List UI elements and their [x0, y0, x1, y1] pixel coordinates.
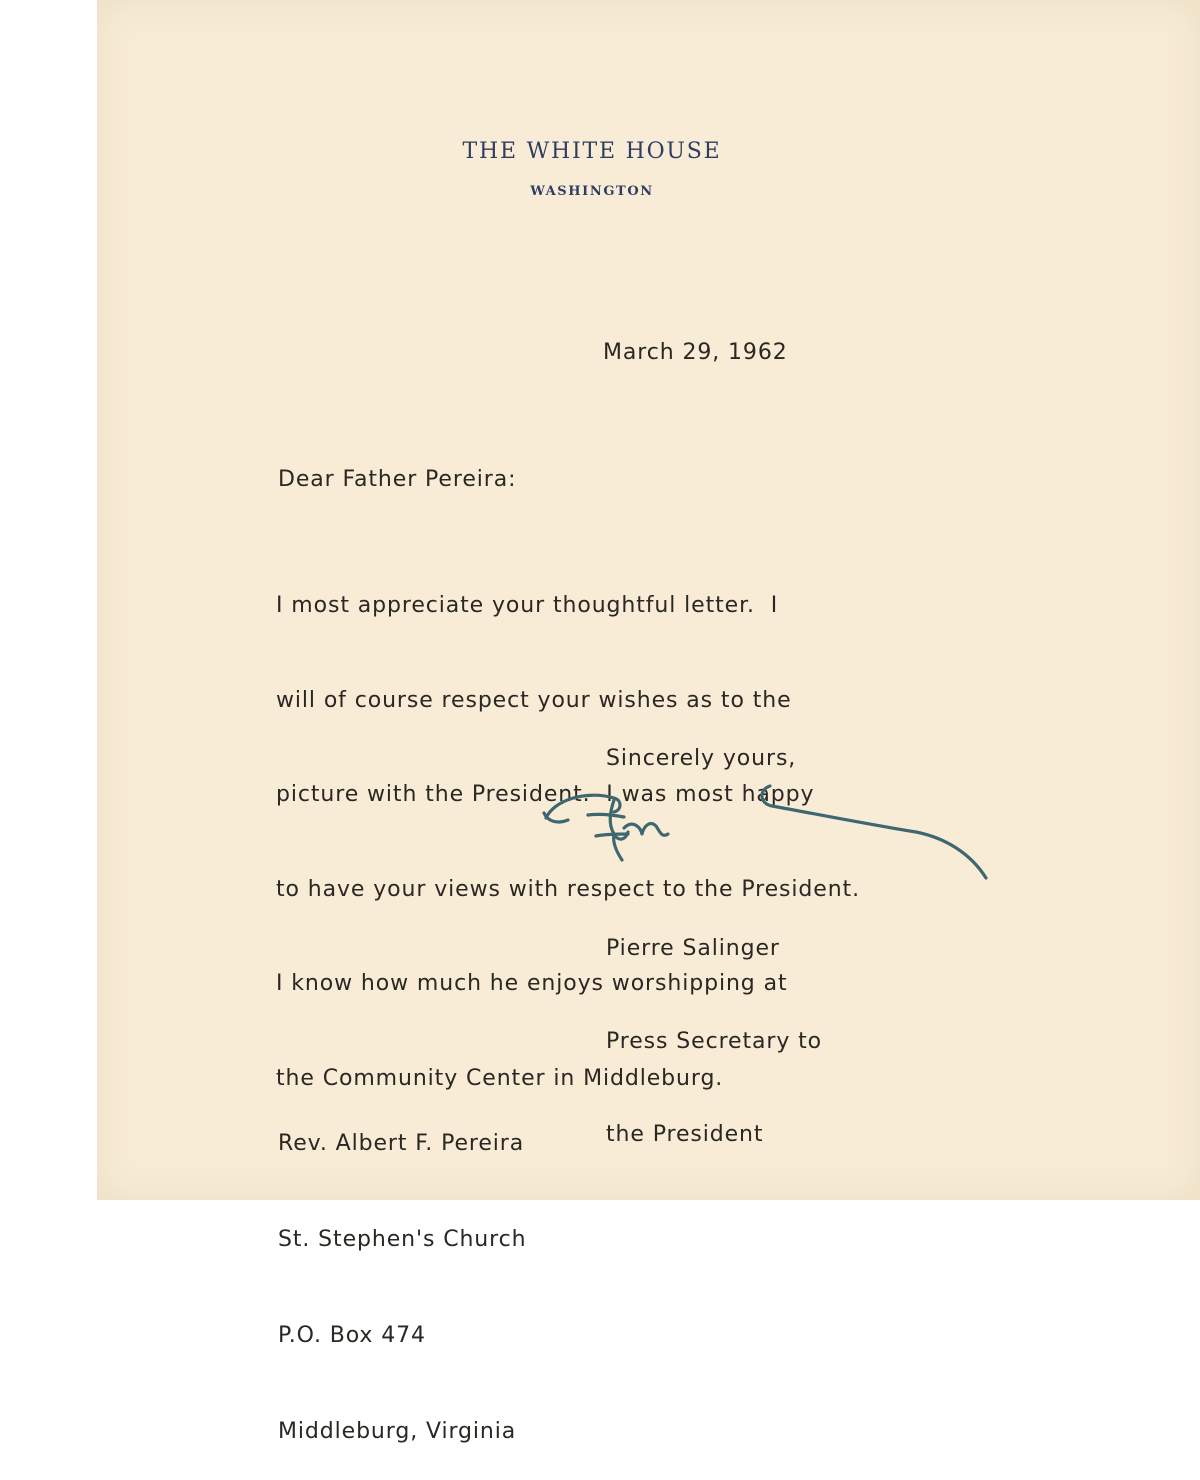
- body-line: to have your views with respect to the President.: [276, 876, 860, 902]
- body-line: I know how much he enjoys worshipping at: [276, 971, 788, 996]
- body-line: will of course respect your wishes as to the: [276, 687, 792, 713]
- body-line: I most appreciate your thoughtful letter. I: [276, 593, 779, 618]
- signature-text: Pierre Salinger: [536, 780, 542, 781]
- recipient-city: Middleburg, Virginia: [278, 1419, 517, 1444]
- recipient-po-box: P.O. Box 474: [278, 1323, 426, 1348]
- signer-title: Press Secretary to: [606, 1029, 823, 1054]
- body-line: the Community Center in Middleburg.: [276, 1065, 724, 1091]
- signer-block: [606, 871, 822, 1181]
- recipient-address: [278, 1064, 526, 1480]
- body-line: picture with the President. I was most happy: [276, 782, 815, 807]
- letterhead-location: WASHINGTON: [530, 184, 654, 199]
- letter-date: March 29, 1962: [603, 340, 788, 365]
- recipient-church: St. Stephen's Church: [278, 1227, 527, 1252]
- recipient-name: Rev. Albert F. Pereira: [278, 1131, 525, 1156]
- signer-title: the President: [606, 1122, 764, 1147]
- letterhead-title: THE WHITE HOUSE: [462, 139, 722, 164]
- salutation: Dear Father Pereira:: [278, 467, 517, 492]
- closing: Sincerely yours,: [606, 746, 797, 771]
- signer-name: Pierre Salinger: [606, 936, 780, 961]
